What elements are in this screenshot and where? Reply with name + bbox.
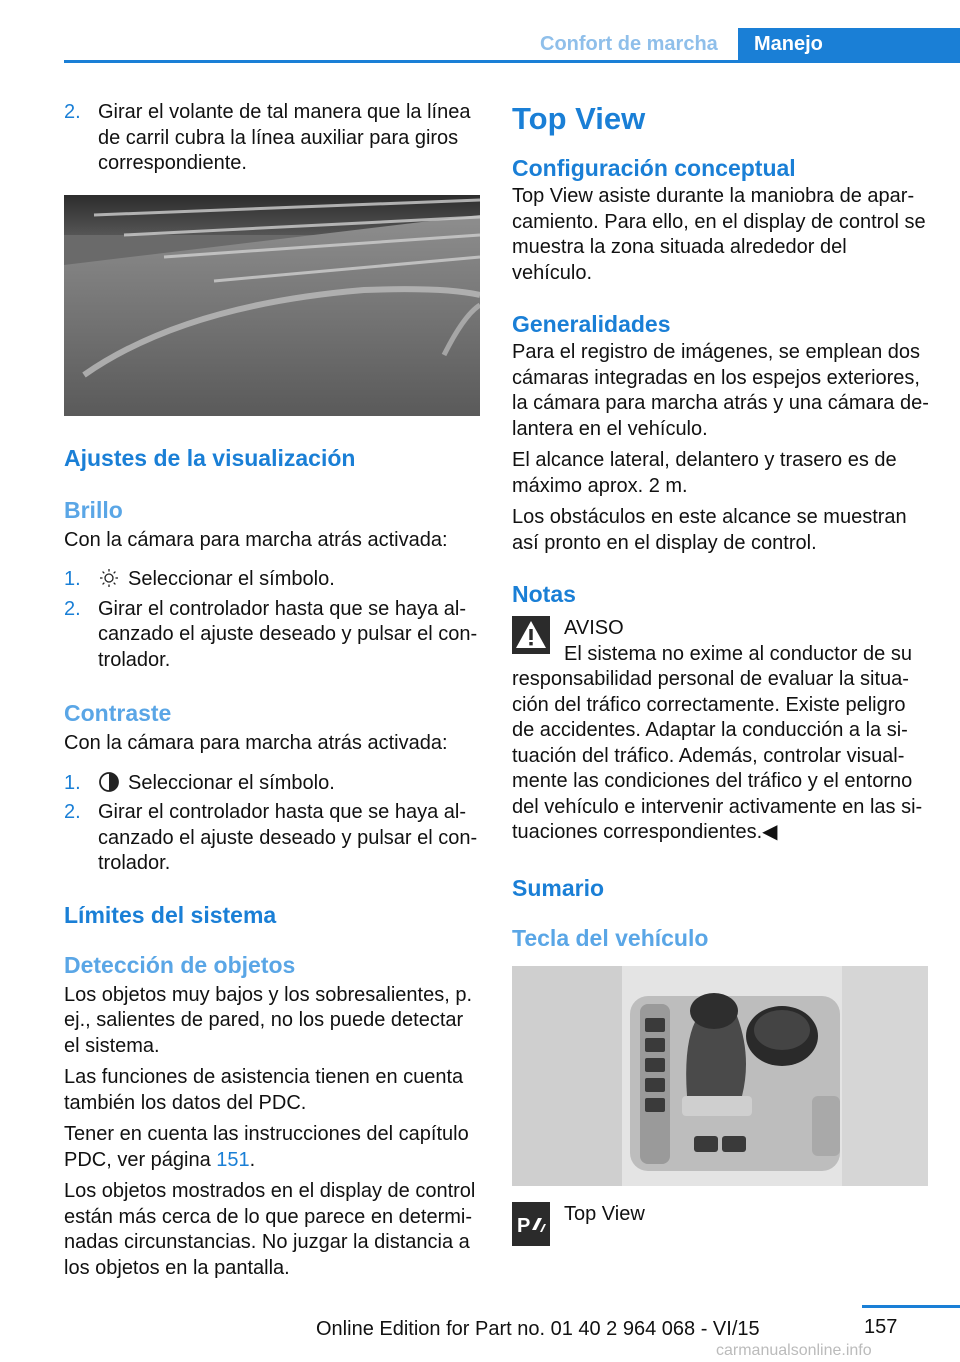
left-column — [64, 100, 482, 1281]
edition-note: Online Edition for Part no. 01 40 2 964 068 - VI/15 — [316, 1318, 760, 1340]
warning-triangle-icon — [512, 616, 550, 654]
warning-label: AVISO — [564, 617, 624, 639]
half-circle-icon — [98, 771, 120, 793]
step-text: Seleccionar el símbolo. — [128, 568, 335, 590]
paragraph: Las funciones de asistencia tienen en cuenta también los datos del PDC. — [64, 1066, 464, 1114]
page-link[interactable]: 151 — [216, 1148, 250, 1171]
paragraph: Top View asiste durante la maniobra de aparcamiento. Para ello, en el display de control se muestra la zona situada alrededor del vehículo. — [512, 185, 926, 284]
paragraph: Para el registro de imágenes, se emplean dos cámaras integradas en los espejos exteriores, la cámara para marcha atrás y una cámara delantera en el vehículo. — [512, 341, 929, 440]
step-number: 2. — [64, 597, 81, 620]
paragraph-text: Tener en cuenta las instrucciones del capítulo PDC, ver página — [64, 1123, 469, 1171]
step-text: Girar el controlador hasta que se haya alcanzado el ajuste deseado y pulsar el controlador. — [98, 801, 478, 874]
step-text: Girar el controlador hasta que se haya alcanzado el ajuste deseado y pulsar el controlador. — [98, 597, 478, 671]
section-heading: Sumario — [512, 874, 605, 901]
paragraph: Con la cámara para marcha atrás activada: — [64, 528, 448, 551]
header-section: Confort de marcha — [540, 33, 718, 55]
page-number: 157 — [864, 1316, 898, 1338]
step-text: Girar el volante de tal manera que la línea de carril cubra la línea auxiliar para giros correspondiente. — [98, 101, 471, 174]
step-item — [64, 567, 482, 593]
step-item — [64, 100, 482, 177]
topview-button-row — [512, 1202, 930, 1246]
step-item — [64, 800, 482, 877]
rear-camera-view-image — [64, 195, 480, 416]
footer-rule — [862, 1305, 960, 1308]
paragraph: Con la cámara para marcha atrás activada: — [64, 732, 448, 754]
step-text: Seleccionar el símbolo. — [128, 771, 335, 794]
paragraph-text: . — [249, 1148, 256, 1171]
paragraph — [64, 1122, 482, 1173]
warning-text: El sistema no exime al conductor de su — [564, 642, 912, 665]
section-heading: Generalidades — [512, 311, 671, 337]
paragraph: Los objetos mostrados en el display de control están más cerca de lo que parece en determinadas circunstancias. No juzgar la distancia a los objetos en la pantalla. — [64, 1180, 476, 1279]
section-heading: Límites del sistema — [64, 901, 277, 928]
step-number: 1. — [64, 771, 81, 794]
step-number: 2. — [64, 801, 81, 823]
paragraph: Los objetos muy bajos y los sobresalientes, p. ej., salientes de pared, no los puede detectar el sistema. — [64, 983, 472, 1057]
section-heading: Notas — [512, 581, 576, 607]
header-rule — [64, 60, 960, 63]
warning-notice — [512, 616, 930, 846]
svg-text:P: P — [517, 1214, 531, 1237]
step-number: 2. — [64, 101, 81, 123]
topview-button-label: Top View — [564, 1202, 645, 1225]
step-item — [64, 597, 482, 674]
subsection-heading: Detección de objetos — [64, 951, 296, 978]
header-chapter-tab: Manejo — [738, 28, 960, 60]
right-column — [512, 100, 930, 1246]
section-heading: Configuración conceptual — [512, 155, 796, 181]
section-heading: Ajustes de la visualización — [64, 444, 356, 471]
step-number: 1. — [64, 568, 81, 590]
step-item — [64, 771, 482, 797]
paragraph: El alcance lateral, delantero y trasero es de máximo aprox. 2 m. — [512, 449, 897, 497]
page-title: Top View — [512, 101, 646, 136]
paragraph: Los obstáculos en este alcance se muestran así pronto en el display de control. — [512, 506, 907, 554]
subsection-heading: Tecla del vehículo — [512, 924, 709, 951]
watermark: carmanualsonline.info — [716, 1342, 872, 1359]
subsection-heading: Brillo — [64, 496, 123, 523]
parking-camera-icon[interactable] — [512, 1202, 550, 1246]
warning-text: responsabilidad personal de evaluar la situación del tráfico correctamente. Existe peligro de accidentes. Adaptar la conducción a la situación del tráfico. Además, controlar visualmente las condiciones del tráfico y el entorno del vehículo e intervenir activamente en las situaciones correspondientes.◀ — [512, 668, 923, 843]
vehicle-console-image — [512, 966, 928, 1186]
subsection-heading: Contraste — [64, 700, 172, 726]
sun-icon — [98, 567, 120, 589]
